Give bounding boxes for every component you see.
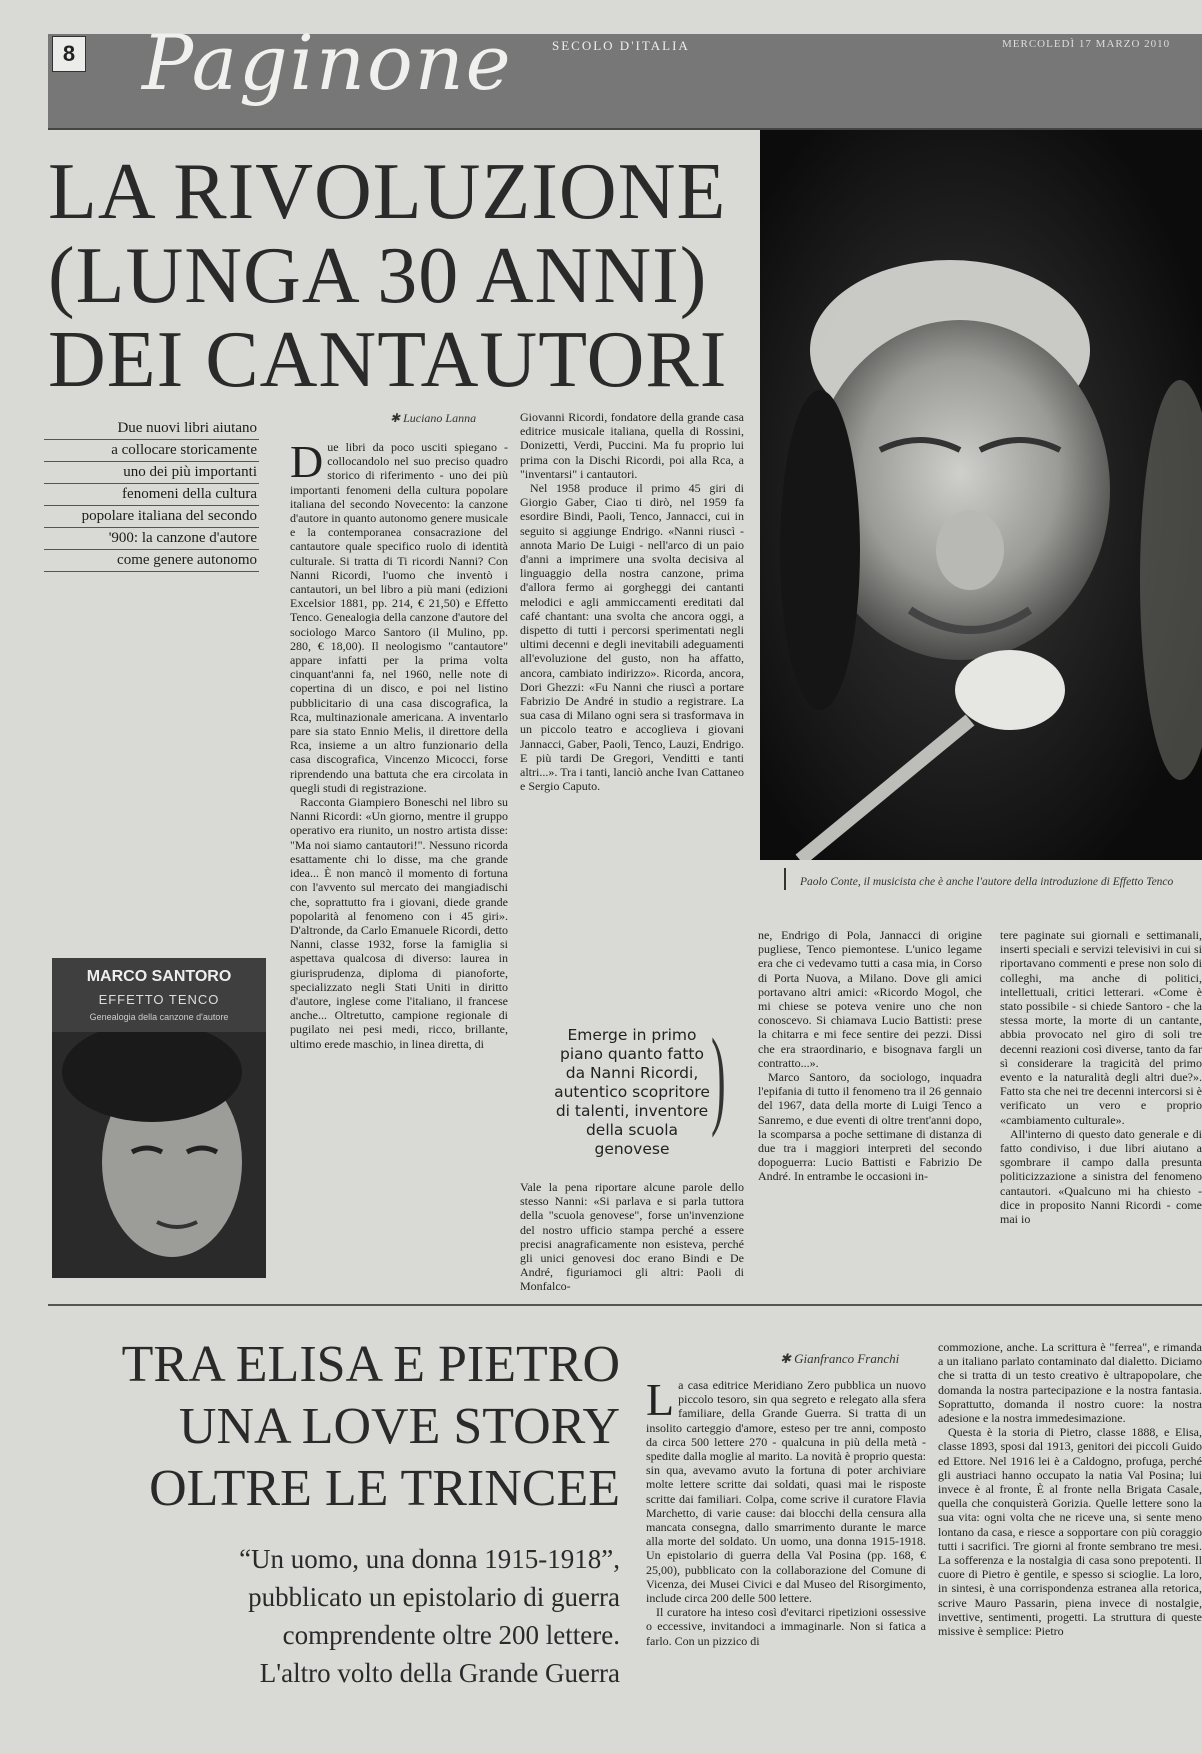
pullquote: Emerge in primo piano quanto fatto da Nanni Ricordi, autentico scopritore di talenti, inventore della scuola genovese [554, 1026, 710, 1158]
paragraph: Nel 1958 produce il primo 45 giri di Giorgio Gaber, Ciao ti dirò, nel 1959 fa esordire Bindi, Paoli, Tenco, Jannacci, cui in seguito si aggiunge Endrigo. «Nanni riuscì - annota Mario De Luigi - nell'arco di un paio d'anni a imprimere una svolta decisiva al linguaggio della nostra canzone, prima d'allora fermo ai gorgheggi dei cantanti melodici e agli ammiccamenti ereditati dal café chantant: una svolta che ancora oggi, a dispetto di tutti i percorsi sperimentati negli ultimi decenni e degli inevitabili adeguamenti all'evoluzione del gusto, non ha affatto, ancora, cambiato indirizzo». Ricorda, ancora, Dori Ghezzi: «Fu Nanni che riuscì a portare Fabrizio De André in studio a registrare. La sua casa di Milano ogni sera si trasformava in un piccolo teatro e accoglieva i giovani Jannacci, Gaber, Paoli, Tenco, Lauzi, Endrigo. E più tardi De Gregori, Venditti e tanti altri...». Tra i tanti, lanciò anche Ivan Cattaneo e Sergio Caputo. [520, 481, 744, 794]
article-column [938, 1340, 1202, 1754]
article-column [758, 928, 982, 1286]
paragraph: tere paginate sui giornali e settimanali, inserti speciali e servizi televisivi in cui si riportavano commenti e prese non solo di colleghi, ma anche di politici, intellettuali, critici letterari. «Come è stato possibile - si chiede Santoro - che la stessa morte, la morte di un cantante, abbia provocato nel giro di soli tre decenni reazioni così diverse, tanto da far sì considerare la tragicità del primo evento e la naturalità degli altri due?». Fatto sta che nei tre decenni intercorsi si è verificato un vero e proprio «cambiamento culturale». [1000, 928, 1202, 1127]
article-column [290, 440, 508, 1290]
photo-caption: Paolo Conte, il musicista che è anche l'autore della introduzione di Effetto Tenco [800, 876, 1174, 888]
article-column [520, 1180, 744, 1294]
deck-line: Due nuovi libri aiutano [44, 418, 259, 440]
deck-line: a collocare storicamente [44, 440, 259, 462]
paragraph: All'interno di questo dato generale e di fatto condiviso, i due libri aiutano a sgombrare il campo dalla presunta politicizzazione a sinistra del fenomeno cantautori. «Qualcuno mi ha chiesto - dice in proposito Nanni Ricordi - come mai io [1000, 1126, 1202, 1227]
headline-2 [50, 1334, 620, 1520]
paragraph: Marco Santoro, da sociologo, inquadra l'epifania di tutto il fenomeno tra il 26 gennaio del 1967, data della morte di Luigi Tenco a Sanremo, e due eventi di oltre trent'anni dopo, la scomparsa a poche settimane di distanza di due tra i maggiori interpreti del secondo dopoguerra: Lucio Battisti e Fabrizio De André. In entrambe le occasioni in- [758, 1070, 982, 1184]
deck-line: comprendente oltre 200 lettere. [282, 1620, 620, 1650]
article-column [1000, 928, 1202, 1286]
deck-line: “Un uomo, una donna 1915-1918”, [239, 1544, 620, 1574]
headline-line: LA RIVOLUZIONE [48, 148, 727, 236]
section-title: Paginone [142, 18, 513, 107]
page-number: 8 [52, 36, 86, 72]
deck-line: popolare italiana del secondo [44, 506, 259, 528]
headline-line: OLTRE LE TRINCEE [149, 1460, 620, 1517]
headline-line: (LUNGA 30 ANNI) [48, 232, 708, 320]
paragraph: Racconta Giampiero Boneschi nel libro su Nanni Ricordi: «Un giorno, mentre il gruppo operativo era riunito, un nostro artista disse: "Ma noi siamo cantautori!". Nessuno ricorda esattamente chi lo disse, ma che grande idea... È non mancò il momento di fortuna con l'avvento sul mercato dei mangiadischi che, soprattutto fra i giovani, diede grande popolarità al fenomeno con i 45 giri». D'altronde, da Carlo Emanuele Ricordi, detto Nanni, classe 1932, forse la famiglia si aspettava qualcosa di diverso: laurea in giurisprudenza, diploma di pianoforte, specializzato negli Stati Uniti in diritto d'autore, inglese come l'italiano, il francese anche... Oltretutto, campione regionale di pugilato nei pesi medi, ricco, brillante, ultimo erede maschio, in linea diretta, di [290, 795, 508, 1051]
deck [44, 418, 259, 572]
book-subtitle: Genealogia della canzone d'autore [89, 1012, 229, 1022]
byline: ✱ Luciano Lanna [390, 411, 477, 425]
headline-line: TRA ELISA E PIETRO [121, 1336, 620, 1393]
book-cover [52, 958, 266, 1278]
deck-2 [50, 1540, 620, 1692]
book-author: MARCO SANTORO [86, 968, 232, 985]
article-column [520, 410, 744, 970]
dropcap: L [646, 1378, 675, 1425]
dateline: MERCOLEDÌ 17 MARZO 2010 [1002, 38, 1171, 50]
paragraph: ne, Endrigo di Pola, Jannacci di origine pugliese, Tenco piemontese. L'unico legame era che ci vedevamo tutti a casa mia, in Corso di Porta Nuova, a Milano. Dove gli amici portavano altri amici: «Ricordo Mogol, che mi chiese se poteva venire uno che non conoscevo. Si chiamava Lucio Battisti: prese la chitarra e mi fece sentire dei pezzi. Dissi che era straordinario, e bisognava fargli un contratto...». [758, 928, 982, 1070]
byline: ✱ Gianfranco Franchi [780, 1351, 900, 1366]
pullquote-bracket: ) [710, 1016, 726, 1138]
paragraph: Vale la pena riportare alcune parole dello stesso Nanni: «Si parlava e si parla tuttora della "scuola genovese", forse un'invenzione del nostro ufficio stampa perché a essere precisi anagraficamente non esisteva, perché gli unici genovesi doc erano Bindi e De André, figuriamoci gli altri: Paoli di Monfalco- [520, 1180, 744, 1294]
paragraph: a casa editrice Meridiano Zero pubblica un nuovo piccolo tesoro, sin qua segreto e relegato alla sfera familiare, della Grande Guerra. Si tratta di un insolito carteggio d'amore, esteso per tre anni, composto da circa 500 lettere 270 - qualcuna in più della metà - spedite dalla moglie al marito. La novità è proprio questa: sin qua, avevamo avuto la fortuna di poter archiviare molte lettere scritte dai soldati, quasi mai le risposte scritte dai familiari. Colpa, come scrive il curatore Flavia Marchetto, di varie cause: dai blocchi della censura alla mancata consegna, dallo smarrimento durante le marce alla morte del soldato. Un uomo, una donna 1915-1918. Un epistolario di guerra della Val Posina (pp. 168, € 25,00), pubblicato con la collaborazione del Comune di Vicenza, dei Musei Civici e dal Museo del Risorgimento, include circa 200 delle 500 lettere. [646, 1378, 926, 1606]
headline-line: UNA LOVE STORY [178, 1398, 620, 1455]
dropcap: D [290, 440, 324, 487]
headline [48, 150, 748, 402]
deck-line: L'altro volto della Grande Guerra [259, 1658, 620, 1688]
divider [48, 1304, 1202, 1306]
article-column [646, 1378, 926, 1754]
paragraph: Il curatore ha inteso così d'evitarci ripetizioni ossessive o eccessive, invitandoci a immaginarle. Non si fatica a farlo. Con un pizzico di [646, 1605, 926, 1648]
paragraph: ue libri da poco usciti spiegano - collocandolo nel suo preciso quadro storico di riferimento - uno dei più importanti fenomeni della cultura popolare italiana del secondo Novecento: la canzone d'autore in quanto autonomo genere musicale e la contemporanea consacrazione del cantautore quale specifico ruolo di identità culturale. Si tratta di Ti ricordi Nanni? Con Nanni Ricordi, l'uomo che inventò i cantautori, un bel libro a più mani (edizioni Excelsior 1881, pp. 214, € 21,50) e Effetto Tenco. Genealogia della canzone d'autore del sociologo Marco Santoro (il Mulino, pp. 280, € 18,00). Il neologismo "cantautore" appare infatti per la prima volta cinquant'anni fa, nel 1960, nelle note di copertina di un disco, e poi nel listino pubblicitario di una casa discografica, la Rca, multinazionale americana. A inventarlo pare sia stato Ennio Melis, il direttore della Rca, insieme a un altro funzionario della casa discografica, Vincenzo Micocci, forse riprendendo una battuta che era circolata in quegli studi di registrazione. [290, 440, 508, 795]
paragraph: commozione, anche. La scrittura è "ferrea", e rimanda a un italiano parlato contaminato dal dialetto. Diciamo che si tratta di un testo creativo è ultrapopolare, che domanda la nostra partecipazione e la nostra fantasia. Soprattutto, domanda il nostro cuore: la nostra adesione e la nostra immedesimazione. [938, 1340, 1202, 1426]
deck-line: '900: la canzone d'autore [44, 528, 259, 550]
paragraph: Giovanni Ricordi, fondatore della grande casa editrice musicale italiana, quella di Rossini, Donizetti, Verdi, Puccini. Ma fu proprio lui prima con la Dischi Ricordi, poi alla Rca, a "inventarsi" i cantautori. [520, 410, 744, 481]
book-title: EFFETTO TENCO [98, 992, 220, 1007]
deck-line: fenomeni della cultura [44, 484, 259, 506]
photo-image [760, 130, 1202, 860]
caption-marker [784, 868, 786, 890]
deck-line: pubblicato un epistolario di guerra [248, 1582, 620, 1612]
book-cover-image [52, 1032, 266, 1278]
paragraph: Questa è la storia di Pietro, classe 1888, e Elisa, classe 1893, sposi dal 1913, genitori dei piccoli Guido ed Ettore. Nel 1916 lei è a Caldogno, profuga, perché gli austriaci hanno occupato la natia Val Posina; lui invece è al fronte, È al fronte nella Brigata Casale, quella che conquisterà Gorizia. Quelle lettere sono la sua vita: ogni volta che ne riceve una, si sente meno lontano da casa, e riesce a sopportare con più coraggio tutti i sacrifici. Tre giorni al fronte sembrano tre mesi. La sofferenza e la nostalgia di casa sono prepotenti. Il cuore di Pietro è gentile, e spesso si scioglie. La loro, in sintesi, è una corrispondenza estranea alla retorica, scrive Mauro Passarin, piena invece di nostalgie, invettive, sentimenti, progetti. La struttura di queste missive è semplice: Pietro [938, 1425, 1202, 1639]
headline-line: DEI CANTAUTORI [48, 316, 728, 404]
masthead: SECOLO D'ITALIA [552, 38, 690, 53]
byline-name: Gianfranco Franchi [794, 1351, 900, 1366]
deck-line: come genere autonomo [44, 550, 259, 572]
deck-line: uno dei più importanti [44, 462, 259, 484]
photo-paolo-conte [760, 130, 1202, 860]
byline-name: Luciano Lanna [403, 411, 477, 425]
